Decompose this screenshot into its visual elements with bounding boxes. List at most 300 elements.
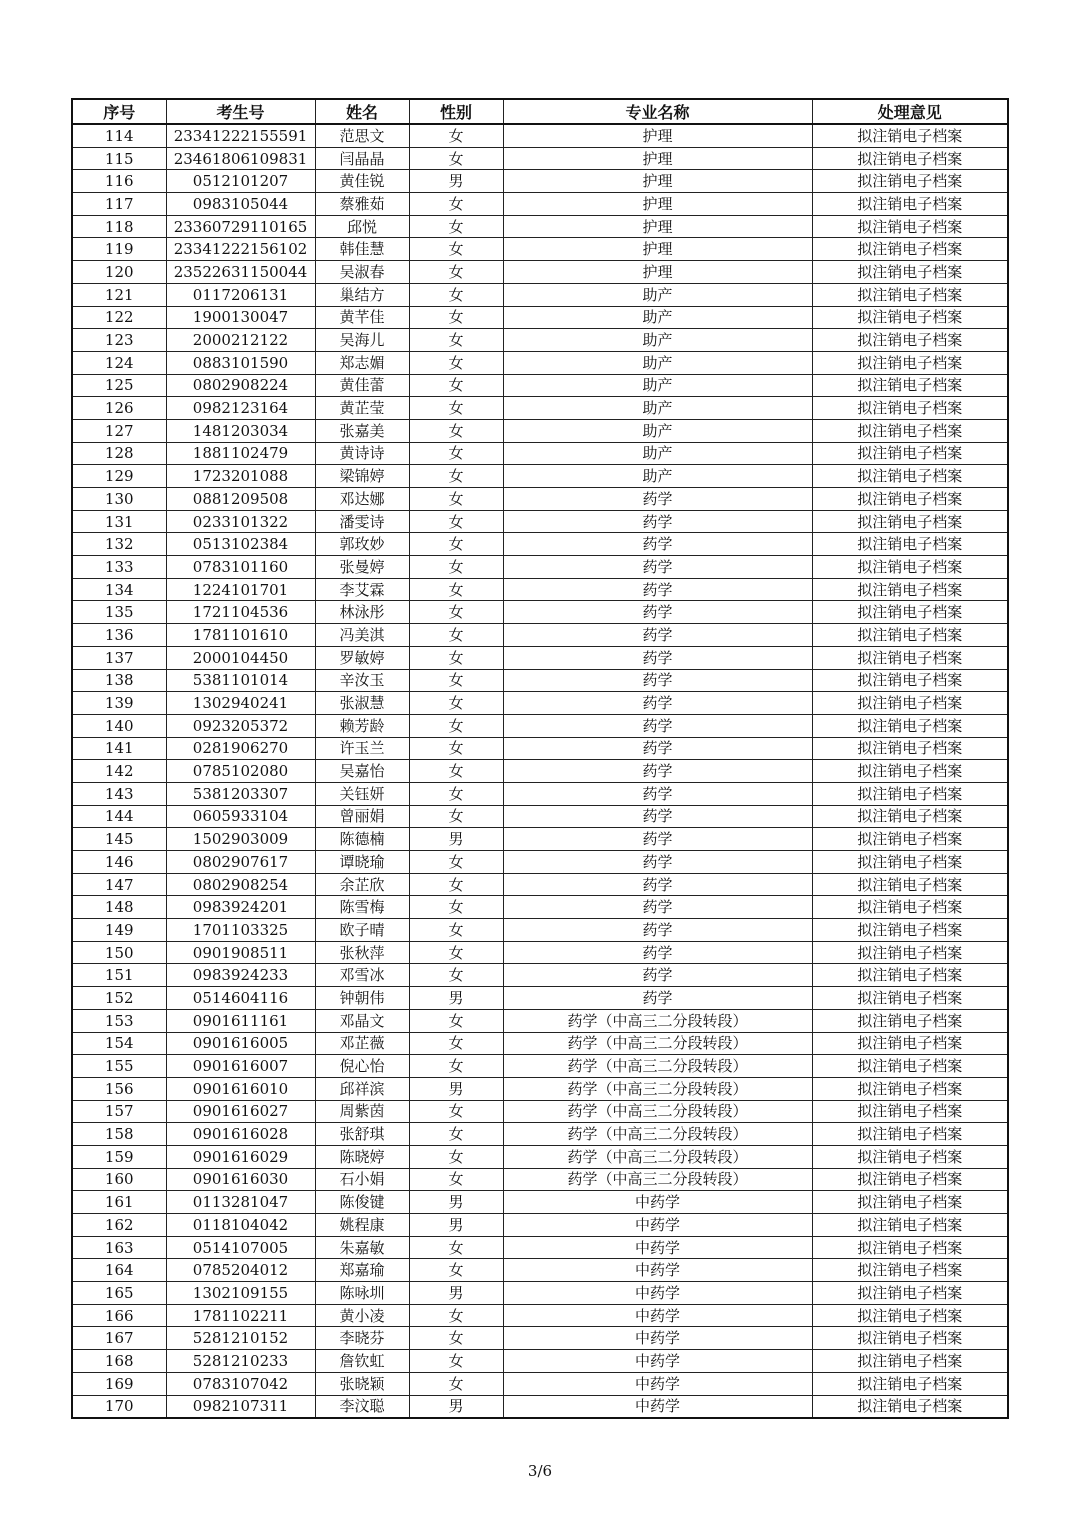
cell-gender: 女 (409, 1168, 503, 1191)
cell-gender: 女 (409, 533, 503, 556)
cell-action: 拟注销电子档案 (812, 397, 1008, 420)
cell-exam-number: 1881102479 (166, 442, 315, 465)
cell-gender: 女 (409, 941, 503, 964)
cell-seq: 116 (72, 170, 166, 193)
cell-gender: 女 (409, 1100, 503, 1123)
table-row (72, 669, 1008, 692)
cell-exam-number: 23341222155591 (166, 124, 315, 147)
cell-exam-number: 0983924233 (166, 964, 315, 987)
cell-major: 药学 (503, 669, 812, 692)
cell-seq: 153 (72, 1009, 166, 1032)
cell-major: 中药学 (503, 1350, 812, 1373)
cell-gender: 女 (409, 760, 503, 783)
cell-seq: 115 (72, 147, 166, 170)
page-number: 3/6 (527, 1462, 553, 1480)
cell-exam-number: 0802907617 (166, 851, 315, 874)
cell-seq: 128 (72, 442, 166, 465)
cell-gender: 女 (409, 964, 503, 987)
cell-seq: 122 (72, 306, 166, 329)
table-row (72, 556, 1008, 579)
cell-exam-number: 0233101322 (166, 510, 315, 533)
cell-name: 黄芷莹 (315, 397, 409, 420)
cell-exam-number: 0802908254 (166, 873, 315, 896)
cell-major: 药学 (503, 578, 812, 601)
cell-action: 拟注销电子档案 (812, 147, 1008, 170)
cell-name: 邓晶文 (315, 1009, 409, 1032)
table-row (72, 1055, 1008, 1078)
cell-seq: 159 (72, 1145, 166, 1168)
cell-gender: 女 (409, 193, 503, 216)
cell-exam-number: 0113281047 (166, 1191, 315, 1214)
cell-gender: 女 (409, 1304, 503, 1327)
header-gender: 性别 (409, 99, 503, 124)
cell-seq: 156 (72, 1077, 166, 1100)
cell-major: 助产 (503, 329, 812, 352)
table-row (72, 1100, 1008, 1123)
cell-gender: 女 (409, 147, 503, 170)
cell-gender: 女 (409, 805, 503, 828)
cell-gender: 女 (409, 1032, 503, 1055)
cell-exam-number: 0901616029 (166, 1145, 315, 1168)
table-row (72, 124, 1008, 147)
table-row (72, 397, 1008, 420)
cell-exam-number: 1302940241 (166, 692, 315, 715)
cell-exam-number: 0983105044 (166, 193, 315, 216)
cell-action: 拟注销电子档案 (812, 828, 1008, 851)
cell-name: 吴嘉怡 (315, 760, 409, 783)
cell-major: 药学 (503, 941, 812, 964)
cell-name: 欧子晴 (315, 919, 409, 942)
table-header (72, 99, 1008, 124)
cell-name: 巢结方 (315, 283, 409, 306)
cell-action: 拟注销电子档案 (812, 556, 1008, 579)
cell-exam-number: 0605933104 (166, 805, 315, 828)
cell-major: 药学 (503, 828, 812, 851)
cell-name: 韩佳慧 (315, 238, 409, 261)
cell-major: 药学 (503, 851, 812, 874)
cell-exam-number: 0783101160 (166, 556, 315, 579)
table-row (72, 782, 1008, 805)
table-row (72, 964, 1008, 987)
cell-name: 谭晓瑜 (315, 851, 409, 874)
cell-major: 药学 (503, 919, 812, 942)
cell-gender: 女 (409, 1009, 503, 1032)
cell-exam-number: 0901616028 (166, 1123, 315, 1146)
cell-major: 护理 (503, 170, 812, 193)
cell-action: 拟注销电子档案 (812, 193, 1008, 216)
cell-gender: 女 (409, 669, 503, 692)
cell-seq: 114 (72, 124, 166, 147)
cell-gender: 女 (409, 1372, 503, 1395)
cell-major: 药学 (503, 488, 812, 511)
cell-seq: 139 (72, 692, 166, 715)
cell-major: 中药学 (503, 1214, 812, 1237)
table-body (72, 124, 1008, 1418)
cell-gender: 女 (409, 1055, 503, 1078)
cell-major: 药学（中高三二分段转段） (503, 1032, 812, 1055)
cell-gender: 女 (409, 351, 503, 374)
table-row (72, 1350, 1008, 1373)
cell-major: 中药学 (503, 1191, 812, 1214)
cell-exam-number: 0982107311 (166, 1395, 315, 1418)
cell-exam-number: 0901616027 (166, 1100, 315, 1123)
cell-seq: 144 (72, 805, 166, 828)
table-row (72, 215, 1008, 238)
cell-action: 拟注销电子档案 (812, 510, 1008, 533)
cell-gender: 女 (409, 215, 503, 238)
table-row (72, 760, 1008, 783)
table-row (72, 238, 1008, 261)
cell-action: 拟注销电子档案 (812, 419, 1008, 442)
cell-exam-number: 23360729110165 (166, 215, 315, 238)
table-row (72, 941, 1008, 964)
cell-action: 拟注销电子档案 (812, 533, 1008, 556)
cell-exam-number: 1302109155 (166, 1282, 315, 1305)
cell-major: 助产 (503, 465, 812, 488)
cell-seq: 123 (72, 329, 166, 352)
cell-action: 拟注销电子档案 (812, 442, 1008, 465)
cell-seq: 130 (72, 488, 166, 511)
cell-exam-number: 0901616007 (166, 1055, 315, 1078)
cell-exam-number: 0513102384 (166, 533, 315, 556)
cell-gender: 男 (409, 987, 503, 1010)
cell-exam-number: 0514107005 (166, 1236, 315, 1259)
cell-name: 黄佳锐 (315, 170, 409, 193)
cell-name: 邓雪冰 (315, 964, 409, 987)
cell-name: 辛汝玉 (315, 669, 409, 692)
table-row (72, 170, 1008, 193)
cell-action: 拟注销电子档案 (812, 601, 1008, 624)
cell-seq: 134 (72, 578, 166, 601)
cell-action: 拟注销电子档案 (812, 737, 1008, 760)
cell-seq: 133 (72, 556, 166, 579)
cell-action: 拟注销电子档案 (812, 329, 1008, 352)
cell-seq: 167 (72, 1327, 166, 1350)
cell-name: 余芷欣 (315, 873, 409, 896)
cell-exam-number: 0785102080 (166, 760, 315, 783)
table-row (72, 1077, 1008, 1100)
cell-exam-number: 2000212122 (166, 329, 315, 352)
header-seq: 序号 (72, 99, 166, 124)
cell-action: 拟注销电子档案 (812, 873, 1008, 896)
cell-gender: 女 (409, 1327, 503, 1350)
cell-seq: 118 (72, 215, 166, 238)
cell-gender: 女 (409, 714, 503, 737)
cell-action: 拟注销电子档案 (812, 987, 1008, 1010)
cell-seq: 170 (72, 1395, 166, 1418)
cell-name: 邓芷薇 (315, 1032, 409, 1055)
cell-action: 拟注销电子档案 (812, 283, 1008, 306)
cell-gender: 女 (409, 510, 503, 533)
header-exam-number: 考生号 (166, 99, 315, 124)
cell-seq: 141 (72, 737, 166, 760)
cell-action: 拟注销电子档案 (812, 306, 1008, 329)
table-row (72, 488, 1008, 511)
cell-name: 许玉兰 (315, 737, 409, 760)
cell-exam-number: 5281210152 (166, 1327, 315, 1350)
cell-action: 拟注销电子档案 (812, 896, 1008, 919)
cell-action: 拟注销电子档案 (812, 1055, 1008, 1078)
cell-name: 周紫茵 (315, 1100, 409, 1123)
cell-gender: 女 (409, 374, 503, 397)
cell-name: 赖芳龄 (315, 714, 409, 737)
cell-major: 药学 (503, 624, 812, 647)
cell-action: 拟注销电子档案 (812, 124, 1008, 147)
cell-action: 拟注销电子档案 (812, 941, 1008, 964)
cell-seq: 140 (72, 714, 166, 737)
table-row (72, 1395, 1008, 1418)
table-row (72, 737, 1008, 760)
cell-major: 药学（中高三二分段转段） (503, 1168, 812, 1191)
cell-gender: 男 (409, 1282, 503, 1305)
cell-gender: 男 (409, 828, 503, 851)
cell-action: 拟注销电子档案 (812, 1282, 1008, 1305)
cell-major: 药学（中高三二分段转段） (503, 1100, 812, 1123)
cell-name: 张嘉美 (315, 419, 409, 442)
cell-name: 陈咏圳 (315, 1282, 409, 1305)
cell-seq: 168 (72, 1350, 166, 1373)
cell-major: 药学 (503, 987, 812, 1010)
cell-gender: 女 (409, 419, 503, 442)
cell-name: 陈晓婷 (315, 1145, 409, 1168)
table-row (72, 828, 1008, 851)
cell-gender: 女 (409, 737, 503, 760)
cell-exam-number: 23341222156102 (166, 238, 315, 261)
cell-seq: 162 (72, 1214, 166, 1237)
cell-gender: 男 (409, 1191, 503, 1214)
cell-name: 范思文 (315, 124, 409, 147)
cell-gender: 女 (409, 124, 503, 147)
table-row (72, 419, 1008, 442)
cell-action: 拟注销电子档案 (812, 1077, 1008, 1100)
cell-exam-number: 0983924201 (166, 896, 315, 919)
cell-gender: 女 (409, 578, 503, 601)
cell-name: 詹钦虹 (315, 1350, 409, 1373)
table-row (72, 646, 1008, 669)
table-row (72, 442, 1008, 465)
student-archive-table (71, 98, 1009, 1419)
cell-name: 梁锦婷 (315, 465, 409, 488)
cell-action: 拟注销电子档案 (812, 1304, 1008, 1327)
cell-major: 药学 (503, 964, 812, 987)
cell-seq: 149 (72, 919, 166, 942)
table-row (72, 1327, 1008, 1350)
cell-name: 潘雯诗 (315, 510, 409, 533)
cell-name: 张淑慧 (315, 692, 409, 715)
cell-major: 药学 (503, 646, 812, 669)
table-row (72, 329, 1008, 352)
table-row (72, 1259, 1008, 1282)
cell-exam-number: 0883101590 (166, 351, 315, 374)
cell-seq: 143 (72, 782, 166, 805)
cell-major: 护理 (503, 238, 812, 261)
cell-name: 关钰妍 (315, 782, 409, 805)
cell-gender: 女 (409, 646, 503, 669)
cell-name: 邱悦 (315, 215, 409, 238)
cell-seq: 152 (72, 987, 166, 1010)
cell-name: 李晓芬 (315, 1327, 409, 1350)
cell-exam-number: 0982123164 (166, 397, 315, 420)
cell-seq: 146 (72, 851, 166, 874)
cell-major: 药学 (503, 556, 812, 579)
cell-major: 助产 (503, 283, 812, 306)
table-row (72, 510, 1008, 533)
cell-action: 拟注销电子档案 (812, 1350, 1008, 1373)
cell-action: 拟注销电子档案 (812, 374, 1008, 397)
cell-name: 曾丽娟 (315, 805, 409, 828)
cell-major: 护理 (503, 147, 812, 170)
table-row (72, 1214, 1008, 1237)
cell-major: 药学 (503, 805, 812, 828)
cell-exam-number: 1481203034 (166, 419, 315, 442)
cell-major: 助产 (503, 419, 812, 442)
cell-action: 拟注销电子档案 (812, 1145, 1008, 1168)
cell-seq: 163 (72, 1236, 166, 1259)
table-row (72, 261, 1008, 284)
table-row (72, 896, 1008, 919)
cell-name: 郭玫妙 (315, 533, 409, 556)
cell-action: 拟注销电子档案 (812, 488, 1008, 511)
cell-name: 陈雪梅 (315, 896, 409, 919)
cell-major: 药学 (503, 692, 812, 715)
cell-action: 拟注销电子档案 (812, 1214, 1008, 1237)
cell-gender: 女 (409, 397, 503, 420)
cell-gender: 女 (409, 465, 503, 488)
cell-major: 药学 (503, 510, 812, 533)
cell-exam-number: 0783107042 (166, 1372, 315, 1395)
cell-exam-number: 1721104536 (166, 601, 315, 624)
cell-gender: 女 (409, 601, 503, 624)
cell-action: 拟注销电子档案 (812, 578, 1008, 601)
cell-exam-number: 0901908511 (166, 941, 315, 964)
cell-action: 拟注销电子档案 (812, 964, 1008, 987)
cell-exam-number: 0785204012 (166, 1259, 315, 1282)
table-row (72, 624, 1008, 647)
cell-seq: 145 (72, 828, 166, 851)
cell-action: 拟注销电子档案 (812, 1100, 1008, 1123)
cell-major: 中药学 (503, 1395, 812, 1418)
cell-seq: 117 (72, 193, 166, 216)
cell-action: 拟注销电子档案 (812, 465, 1008, 488)
table-row (72, 147, 1008, 170)
cell-action: 拟注销电子档案 (812, 851, 1008, 874)
cell-gender: 女 (409, 851, 503, 874)
cell-action: 拟注销电子档案 (812, 1032, 1008, 1055)
cell-name: 张秋萍 (315, 941, 409, 964)
cell-seq: 157 (72, 1100, 166, 1123)
cell-seq: 136 (72, 624, 166, 647)
table-row (72, 1236, 1008, 1259)
cell-major: 药学 (503, 601, 812, 624)
cell-seq: 124 (72, 351, 166, 374)
table-row (72, 987, 1008, 1010)
cell-major: 药学 (503, 737, 812, 760)
cell-major: 中药学 (503, 1236, 812, 1259)
table-row (72, 1168, 1008, 1191)
cell-seq: 126 (72, 397, 166, 420)
cell-major: 助产 (503, 374, 812, 397)
cell-name: 吴淑春 (315, 261, 409, 284)
cell-name: 倪心怡 (315, 1055, 409, 1078)
cell-exam-number: 0901616030 (166, 1168, 315, 1191)
cell-action: 拟注销电子档案 (812, 760, 1008, 783)
cell-name: 冯美淇 (315, 624, 409, 647)
table-row (72, 306, 1008, 329)
cell-name: 蔡雅茹 (315, 193, 409, 216)
cell-name: 张曼婷 (315, 556, 409, 579)
cell-name: 林泳彤 (315, 601, 409, 624)
cell-action: 拟注销电子档案 (812, 646, 1008, 669)
cell-gender: 女 (409, 306, 503, 329)
cell-seq: 164 (72, 1259, 166, 1282)
cell-major: 中药学 (503, 1372, 812, 1395)
cell-exam-number: 5381101014 (166, 669, 315, 692)
cell-action: 拟注销电子档案 (812, 261, 1008, 284)
cell-gender: 女 (409, 238, 503, 261)
cell-exam-number: 1224101701 (166, 578, 315, 601)
cell-exam-number: 2000104450 (166, 646, 315, 669)
cell-name: 钟朝伟 (315, 987, 409, 1010)
cell-action: 拟注销电子档案 (812, 170, 1008, 193)
table-row (72, 714, 1008, 737)
table-row (72, 601, 1008, 624)
cell-seq: 166 (72, 1304, 166, 1327)
cell-gender: 女 (409, 692, 503, 715)
cell-action: 拟注销电子档案 (812, 624, 1008, 647)
cell-major: 助产 (503, 397, 812, 420)
cell-major: 中药学 (503, 1259, 812, 1282)
cell-action: 拟注销电子档案 (812, 1123, 1008, 1146)
cell-major: 助产 (503, 442, 812, 465)
cell-seq: 137 (72, 646, 166, 669)
cell-exam-number: 0117206131 (166, 283, 315, 306)
cell-gender: 男 (409, 1214, 503, 1237)
cell-action: 拟注销电子档案 (812, 1168, 1008, 1191)
cell-exam-number: 0901616005 (166, 1032, 315, 1055)
cell-seq: 154 (72, 1032, 166, 1055)
cell-name: 闫晶晶 (315, 147, 409, 170)
table-row (72, 1191, 1008, 1214)
cell-major: 药学 (503, 533, 812, 556)
cell-seq: 147 (72, 873, 166, 896)
cell-name: 张舒琪 (315, 1123, 409, 1146)
cell-gender: 女 (409, 442, 503, 465)
table-row (72, 919, 1008, 942)
cell-action: 拟注销电子档案 (812, 351, 1008, 374)
cell-seq: 150 (72, 941, 166, 964)
table-row (72, 374, 1008, 397)
cell-seq: 161 (72, 1191, 166, 1214)
table-row (72, 465, 1008, 488)
cell-seq: 160 (72, 1168, 166, 1191)
table-row (72, 692, 1008, 715)
cell-seq: 158 (72, 1123, 166, 1146)
table-row (72, 283, 1008, 306)
cell-name: 张晓颖 (315, 1372, 409, 1395)
cell-major: 药学 (503, 760, 812, 783)
cell-exam-number: 1900130047 (166, 306, 315, 329)
cell-name: 郑志媚 (315, 351, 409, 374)
cell-major: 中药学 (503, 1304, 812, 1327)
cell-seq: 125 (72, 374, 166, 397)
header-action: 处理意见 (812, 99, 1008, 124)
cell-exam-number: 0512101207 (166, 170, 315, 193)
cell-name: 陈德楠 (315, 828, 409, 851)
cell-seq: 129 (72, 465, 166, 488)
cell-gender: 女 (409, 1350, 503, 1373)
cell-name: 李艾霖 (315, 578, 409, 601)
cell-exam-number: 23522631150044 (166, 261, 315, 284)
